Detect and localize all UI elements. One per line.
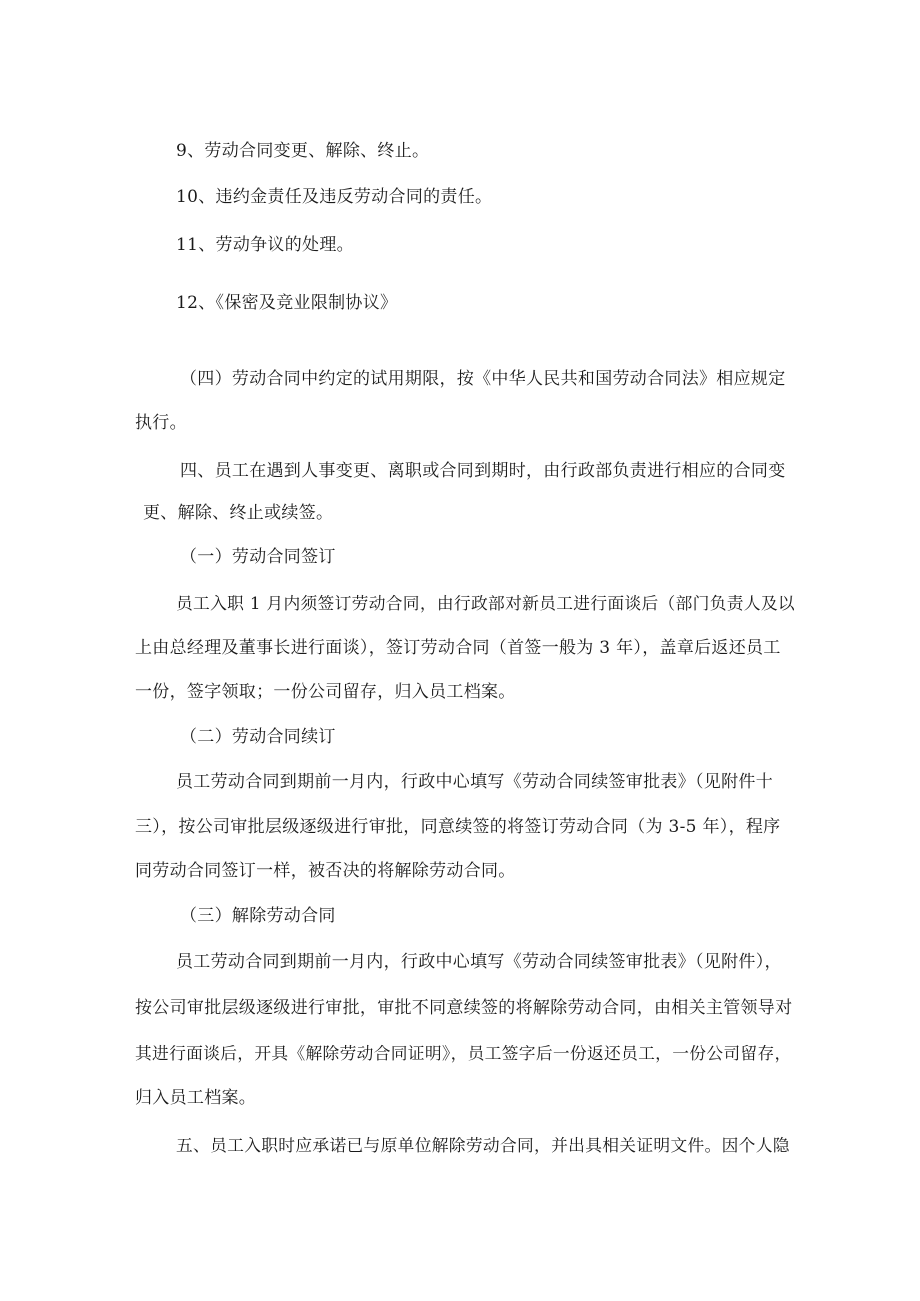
paragraph-trial-period-line2: 执行。 [135,413,187,433]
list-item-12: 12、《保密及竞业限制协议》 [176,293,398,313]
paragraph-renewal-line3: 同劳动合同签订一样，被否决的将解除劳动合同。 [135,861,516,881]
section-four-heading-line2: 更、解除、终止或续签。 [143,503,334,523]
paragraph-termination-line2: 按公司审批层级逐级进行审批，审批不同意续签的将解除劳动合同，由相关主管领导对 [135,998,793,1018]
paragraph-renewal-line2: 三），按公司审批层级逐级进行审批，同意续签的将签订劳动合同（为 3-5 年），程序 [135,817,781,837]
paragraph-signing-line1: 员工入职 1 月内须签订劳动合同，由行政部对新员工进行面谈后（部门负责人及以 [176,593,795,613]
subsection-contract-signing-heading: （一）劳动合同签订 [180,547,336,567]
list-item-10: 10、违约金责任及违反劳动合同的责任。 [176,187,493,207]
paragraph-signing-line3: 一份，签字领取；一份公司留存，归入员工档案。 [135,682,516,702]
subsection-contract-termination-heading: （三）解除劳动合同 [180,906,336,926]
list-item-9: 9、劳动合同变更、解除、终止。 [176,141,430,161]
section-four-heading-line1: 四、员工在遇到人事变更、离职或合同到期时，由行政部负责进行相应的合同变 [180,461,786,481]
paragraph-signing-line2: 上由总经理及董事长进行面谈），签订劳动合同（首签一般为 3 年），盖章后返还员工 [135,638,781,658]
paragraph-renewal-line1: 员工劳动合同到期前一月内，行政中心填写《劳动合同续签审批表》（见附件十 [176,772,773,792]
section-five-heading-line1: 五、员工入职时应承诺已与原单位解除劳动合同，并出具相关证明文件。因个人隐 [176,1135,790,1155]
paragraph-trial-period-line1: （四）劳动合同中约定的试用期限，按《中华人民共和国劳动合同法》相应规定 [180,369,786,389]
list-item-11: 11、劳动争议的处理。 [176,235,354,255]
subsection-contract-renewal-heading: （二）劳动合同续订 [180,727,336,747]
paragraph-termination-line1: 员工劳动合同到期前一月内，行政中心填写《劳动合同续签审批表》（见附件）， [176,952,782,972]
paragraph-termination-line3: 其进行面谈后，开具《解除劳动合同证明》，员工签字后一份返还员工，一份公司留存， [135,1043,792,1063]
paragraph-termination-line4: 归入员工档案。 [135,1088,257,1108]
